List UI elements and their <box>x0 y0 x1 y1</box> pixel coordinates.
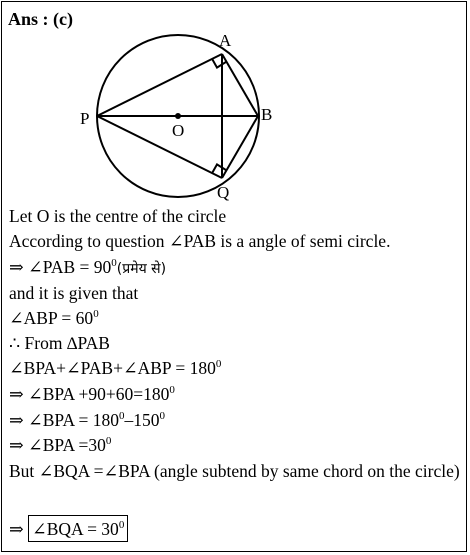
centre-dot <box>175 113 181 119</box>
text-line-3-main: ⇒ ∠PAB = 90 <box>9 257 112 277</box>
label-b: B <box>261 105 273 124</box>
degree-sup: 0 <box>169 384 175 396</box>
degree-sup: 0 <box>215 358 222 370</box>
text-line-8 <box>9 382 175 406</box>
text-line-10 <box>9 433 111 457</box>
degree-sup: 0 <box>119 410 125 422</box>
text-line-9-main: ⇒ ∠BPA = 180 <box>9 410 120 430</box>
label-q: Q <box>217 183 230 202</box>
final-answer-text: ∠BQA = 30 <box>32 519 119 539</box>
text-line-11: But ∠BQA =∠BPA (angle subtend by same chord on the circle) <box>9 461 460 481</box>
text-line-3 <box>9 255 166 281</box>
degree-sup: 0 <box>118 519 125 531</box>
text-line-7 <box>9 356 221 380</box>
text-line-5-main: ∠ABP = 60 <box>9 308 94 328</box>
degree-sup: 0 <box>105 435 112 447</box>
text-line-7-main: ∠BPA+∠PAB+∠ABP = 180 <box>9 358 216 378</box>
label-p: P <box>80 109 90 128</box>
final-answer-box <box>28 515 128 542</box>
text-line-6: ∴ From ∆PAB <box>9 333 110 353</box>
degree-sup: 0 <box>111 257 117 269</box>
text-line-4: and it is given that <box>9 283 139 303</box>
final-answer-line <box>9 515 128 542</box>
degree-sup: 0 <box>159 410 166 422</box>
right-angle-mark-a <box>212 59 226 68</box>
label-a: A <box>219 31 232 50</box>
implies-arrow: ⇒ <box>9 519 24 539</box>
right-angle-mark-q <box>212 164 226 173</box>
degree-sup: 0 <box>93 308 99 320</box>
text-line-5 <box>9 306 99 330</box>
text-line-9-tail: –150 <box>124 410 160 430</box>
circle-diagram <box>0 0 470 210</box>
text-line-8-main: ⇒ ∠BPA +90+60=180 <box>9 384 170 404</box>
answer-heading: Ans : (c) <box>8 9 73 29</box>
text-line-10-main: ⇒ ∠BPA =30 <box>9 435 106 455</box>
label-o: O <box>172 121 185 140</box>
text-line-2: According to question ∠PAB is a angle of semi circle. <box>9 231 391 251</box>
text-line-1: Let O is the centre of the circle <box>9 206 227 226</box>
text-line-9 <box>9 408 165 432</box>
hindi-note: (प्रमेय से) <box>116 261 167 277</box>
